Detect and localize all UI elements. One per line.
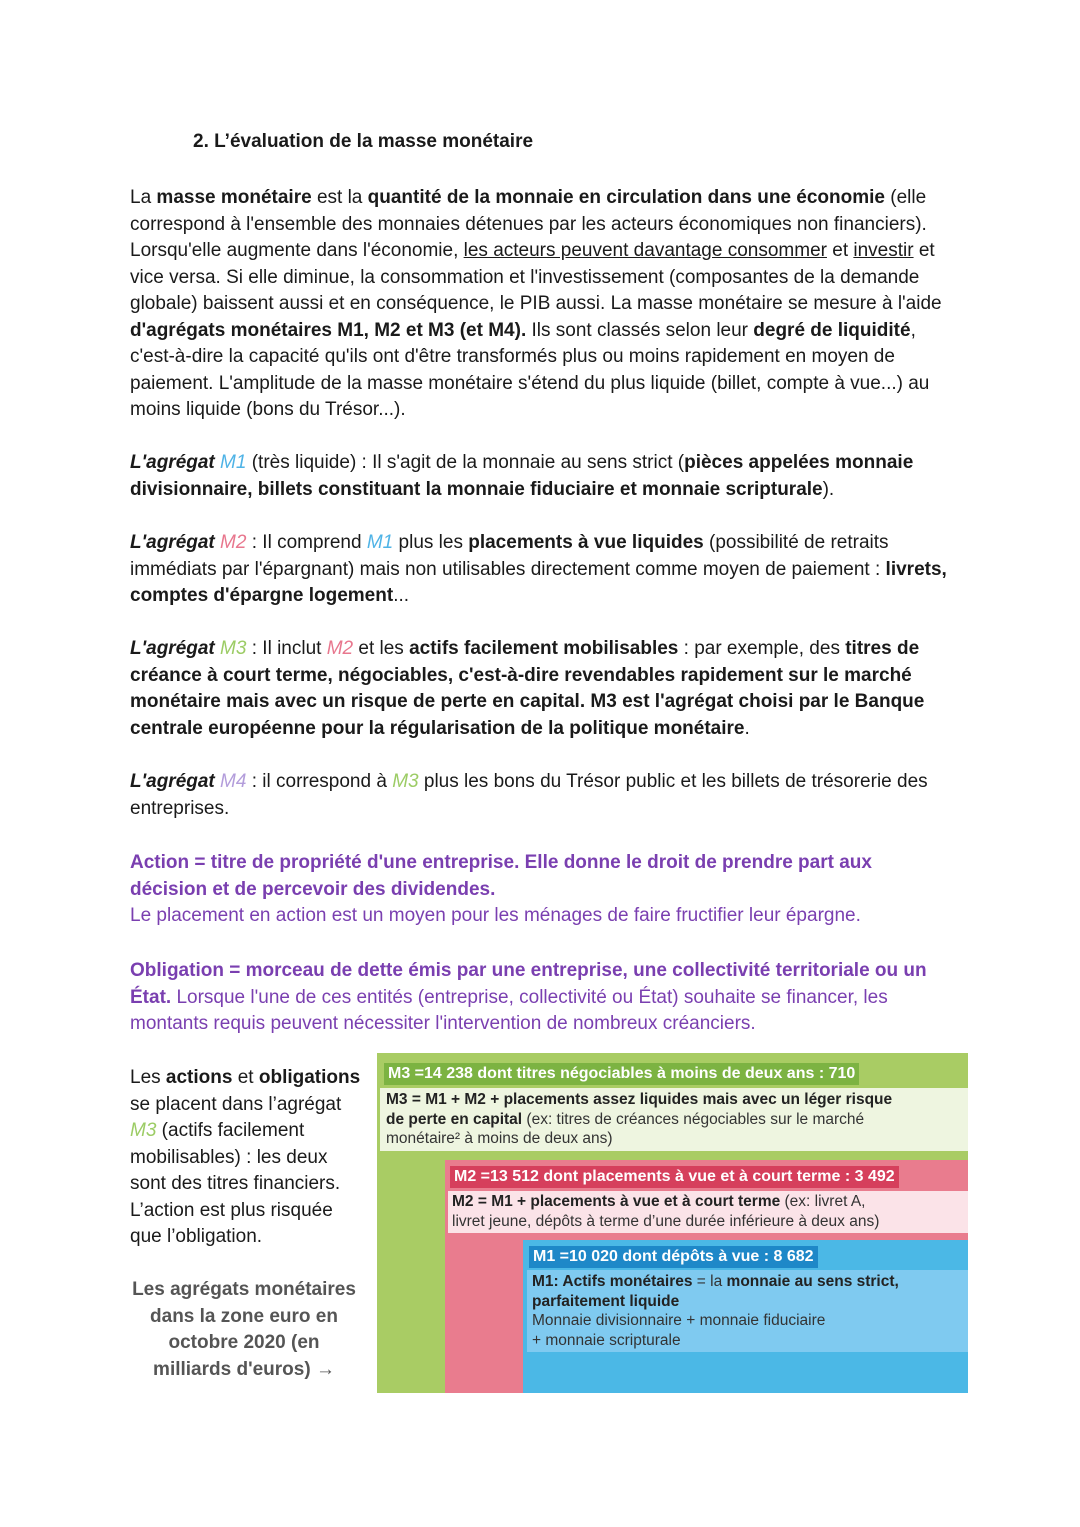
m2-description: M2 = M1 + placements à vue et à court terme (ex: livret A, livret jeune, dépôts à terme d’une durée inférieure à deux ans)	[452, 1193, 880, 1230]
paragraph-masse-monetaire: La masse monétaire est la quantité de la monnaie en circulation dans une économie (elle correspond à l'ensemble des monnaies détenues par les acteurs économiques non financiers). Lorsqu'elle augmente dans l'économie, les acteurs peuvent davantage consommer et investir et vice versa. Si elle diminue, la consommation et l'investissement (composantes de la demande globale) baissent aussi et en conséquence, le PIB aussi. La masse monétaire se mesure à l'aide d'agrégats monétaires M1, M2 et M3 (et M4). Ils sont classés selon leur degré de liquidité, c'est-à-dire la capacité qu'ils ont d'être transformés plus ou moins rapidement en moyen de paiement. L'amplitude de la masse monétaire s'étend du plus liquide (billet, compte à vue...) au moins liquide (bons du Trésor...).	[130, 187, 942, 420]
diagram-caption: Les agrégats monétaires dans la zone euro en octobre 2020 (en milliards d'euros) →	[132, 1279, 356, 1380]
m3-description: M3 = M1 + M2 + placements assez liquides mais avec un léger risque de perte en capital (ex: titres de créances négociables sur le marché monétaire² à moins de deux ans)	[386, 1091, 893, 1147]
m1-description: M1: Actifs monétaires = la monnaie au sens strict, parfaitement liquide Monnaie divisionnaire + monnaie fiduciaire + monnaie scripturale	[532, 1273, 899, 1349]
paragraph-action: Action = titre de propriété d'une entreprise. Elle donne le droit de prendre part aux décision et de percevoir des dividendes. Le placement en action est un moyen pour les ménages de faire fructifier leur épargne.	[130, 852, 872, 926]
side-note: Les actions et obligations se placent dans l’agrégat M3 (actifs facilement mobilisables) : les deux sont des titres financiers. L’action est plus risquée que l’obligation.	[130, 1067, 361, 1247]
paragraph-m1: L'agrégat M1 (très liquide) : Il s'agit de la monnaie au sens strict (pièces appelées monnaie divisionnaire, billets constituant la monnaie fiduciaire et monnaie scripturale).	[130, 452, 914, 500]
paragraph-m4: L'agrégat M4 : il correspond à M3 plus les bons du Trésor public et les billets de trésorerie des entreprises.	[130, 771, 928, 819]
paragraph-m2: L'agrégat M2 : Il comprend M1 plus les placements à vue liquides (possibilité de retraits immédiats par l'épargnant) mais non utilisables directement comme moyen de paiement : livrets, comptes d'épargne logement...	[130, 532, 947, 606]
m3-header: M3 =14 238 dont titres négociables à moins de deux ans : 710	[384, 1063, 859, 1085]
m1-header: M1 =10 020 dont dépôts à vue : 8 682	[529, 1246, 818, 1268]
m2-header: M2 =13 512 dont placements à vue et à court terme : 3 492	[450, 1166, 899, 1188]
paragraph-m3: L'agrégat M3 : Il inclut M2 et les actifs facilement mobilisables : par exemple, des titres de créance à court terme, négociables, c'est-à-dire revendables rapidement sur le marché monétaire mais avec un risque de perte en capital. M3 est l'agrégat choisi par le Banque centrale européenne pour la régularisation de la politique monétaire.	[130, 638, 925, 739]
section-heading: 2. L’évaluation de la masse monétaire	[193, 131, 534, 152]
paragraph-obligation: Obligation = morceau de dette émis par une entreprise, une collectivité territoriale ou un État. Lorsque l'une de ces entités (entreprise, collectivité ou État) souhaite se financer, les montants requis peuvent nécessiter l'intervention de nombreux créanciers.	[130, 960, 927, 1034]
